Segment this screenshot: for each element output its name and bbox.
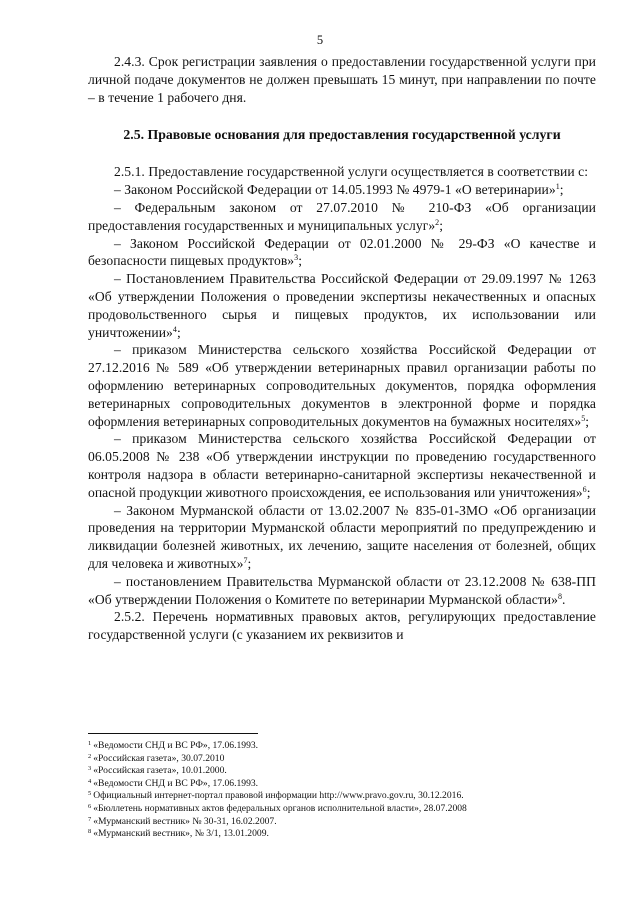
- paragraph-2-5-1: 2.5.1. Предоставление государственной услуги осуществляется в соответствии с:: [114, 164, 589, 180]
- paragraph-2-4-3: 2.4.3. Срок регистрации заявления о предоставлении государственной услуги при личной подаче документов не должен превышать 15 минут, при направлении по почте – в течение 1 рабочего дня.: [88, 54, 596, 105]
- footnote: $^4$ «Ведомости СНД и ВС РФ», 17.06.1993.: [88, 777, 259, 789]
- footnote-ref: 3: [294, 253, 299, 263]
- legal-basis-item: – Законом Российской Федерации от 02.01.2000 № 29-ФЗ «О качестве и безопасности пищевых продуктов»$^3$;: [88, 235, 596, 269]
- legal-basis-item: – приказом Министерства сельского хозяйства Российской Федерации от 27.12.2016 № 589 «Об утверждении ветеринарных правил организации работы по оформлению ветеринарных сопроводительных документов, порядка оформления ветеринарных сопроводительных документов в электронной форме и порядка оформления ветеринарных сопроводительных документов на бумажных носителях»$^5$;: [88, 342, 596, 429]
- footnote-ref: 5: [581, 413, 586, 423]
- legal-basis-item: – Федеральным законом от 27.07.2010 № 210-ФЗ «Об организации предоставления государственных и муниципальных услуг»$^2$;: [88, 199, 596, 233]
- legal-basis-item: – Постановлением Правительства Российской Федерации от 29.09.1997 № 1263 «Об утверждении Положения о проведении экспертизы некачественных и опасных продовольственного сырья и пищевых продуктов, их использовании или уничтожении»$^4$;: [88, 271, 596, 340]
- legal-basis-item: – приказом Министерства сельского хозяйства Российской Федерации от 06.05.2008 № 238 «Об утверждении инструкции по проведению государственного контроля надзора в области ветеринарно-санитарной экспертизы некачественной и опасной продукции животного происхождения, ее использования или уничтожения»$^6$;: [88, 431, 596, 500]
- footnote: $^1$ «Ведомости СНД и ВС РФ», 17.06.1993.: [88, 740, 259, 751]
- footnote-ref: 4: [172, 324, 177, 334]
- footnotes: [88, 740, 596, 841]
- footnote: $^8$ «Мурманский вестник», № 3/1, 13.01.2009.: [88, 828, 269, 840]
- footnote: $^5$ Официальный интернет-портал правовой информации http://www.pravo.gov.ru, 30.12.2016.: [88, 790, 464, 802]
- footnote-ref: 2: [435, 217, 440, 227]
- footnote-ref: 1: [555, 182, 560, 192]
- page-number: 5: [316, 33, 324, 47]
- footnote-divider: [88, 733, 258, 734]
- document-body: [88, 53, 596, 644]
- footnote-ref: 8: [557, 591, 563, 601]
- footnote-ref: 7: [243, 555, 248, 565]
- legal-basis-item: – Законом Российской Федерации от 14.05.1993 № 4979-1 «О ветеринарии»$^1$;: [114, 182, 564, 198]
- legal-basis-item: – Законом Мурманской области от 13.02.2007 № 835-01-ЗМО «Об организации проведения на территории Мурманской области мероприятий по предупреждению и ликвидации болезней животных, их лечению, защите населения от болезней, общих для человека и животных»$^7$;: [88, 502, 596, 571]
- paragraph-2-5-2: 2.5.2. Перечень нормативных правовых актов, регулирующих предоставление государственной услуги (с указанием их реквизитов и: [88, 609, 596, 643]
- legal-basis-item: – постановлением Правительства Мурманской области от 23.12.2008 № 638-ПП «Об утверждении Положения о Комитете по ветеринарии Мурманской области»$^8$.: [88, 573, 596, 607]
- pravo-portal-link: Официальный интернет-портал правовой информации http://www.pravo.gov.ru, 30.12.2016.: [93, 790, 464, 802]
- footnote: $^6$ «Бюллетень нормативных актов федеральных органов исполнительной власти», 28.07.2008: [88, 802, 467, 814]
- footnote: $^2$ «Российская газета», 30.07.2010: [88, 752, 225, 764]
- footnote: $^3$ «Российская газета», 10.01.2000.: [88, 765, 227, 777]
- section-heading: 2.5. Правовые основания для предоставления государственной услуги: [123, 127, 561, 143]
- footnote: $^7$ «Мурманский вестник» № 30-31, 16.02.2007.: [88, 815, 277, 827]
- footnote-ref: 6: [582, 484, 587, 494]
